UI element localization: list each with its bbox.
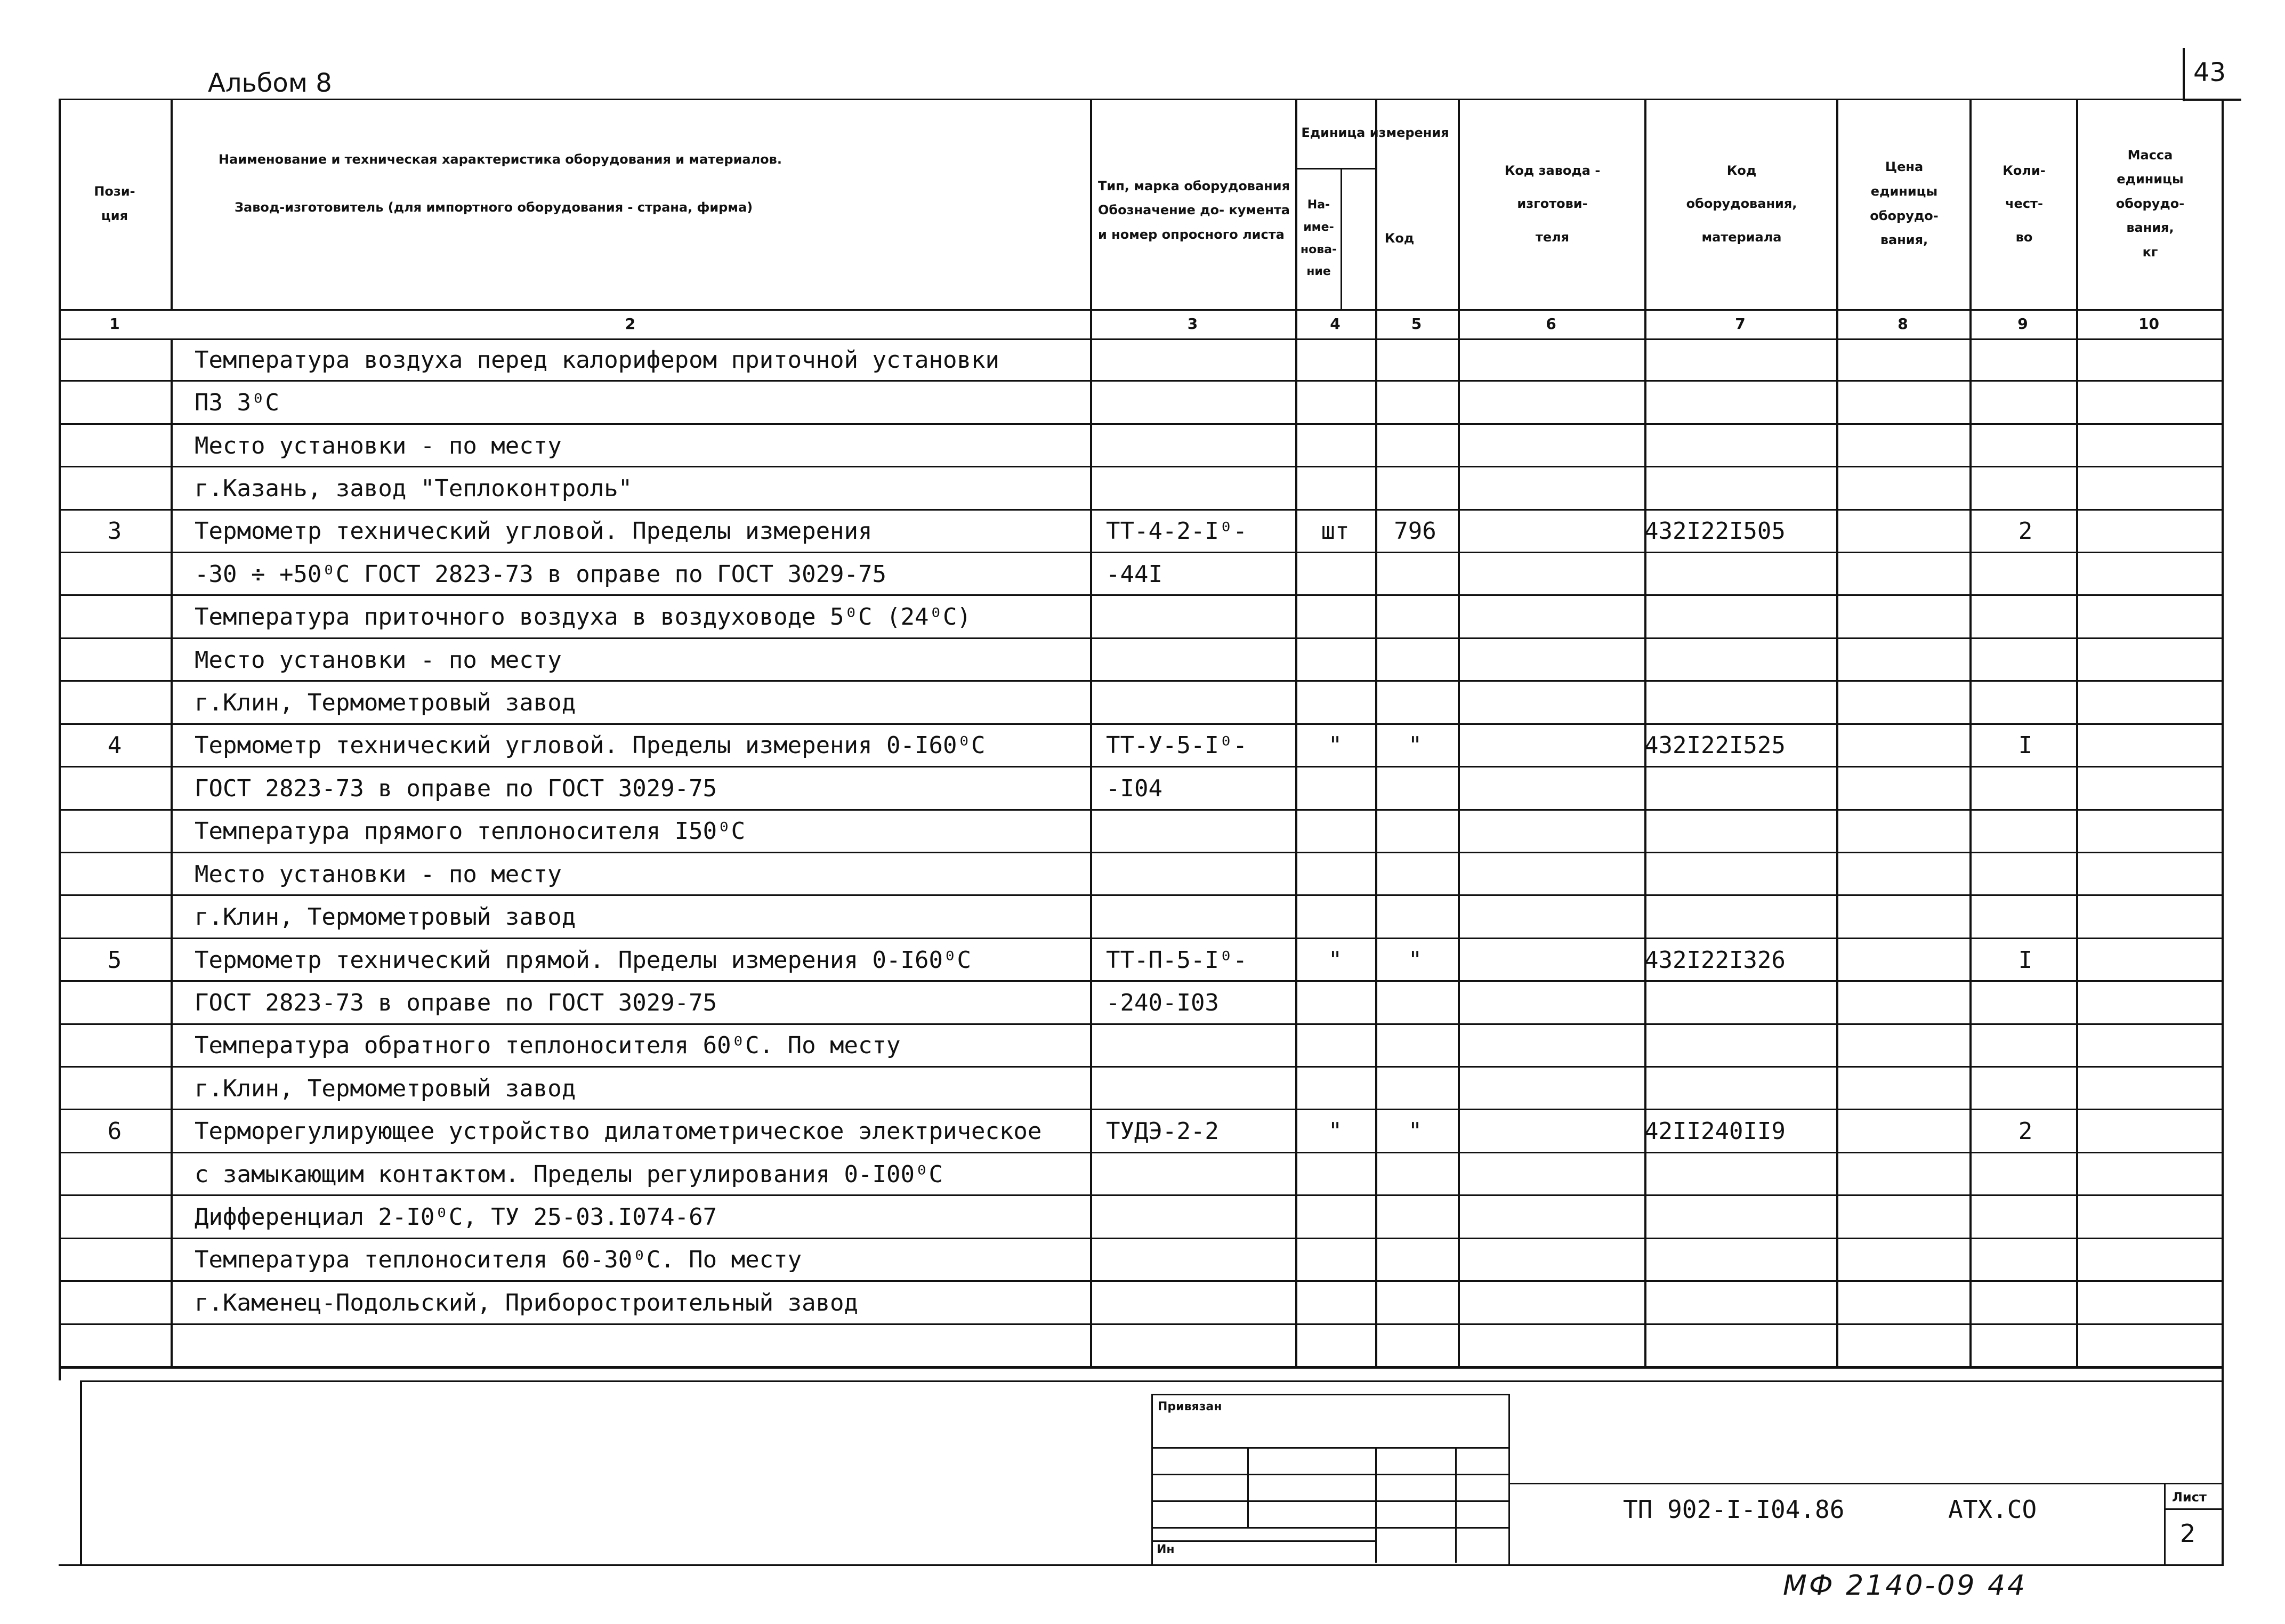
col-header-name-line1: Наименование и техническая характеристика оборудования и материалов. [219, 152, 782, 167]
cell-position: 4 [107, 732, 122, 760]
cell-unit-code [1375, 1067, 1455, 1110]
table-row [59, 467, 2223, 510]
cell-quantity [1972, 1024, 2079, 1067]
doc-code: АТХ.СО [1948, 1495, 2037, 1524]
cell-position [59, 381, 171, 424]
cell-unit-code [1375, 1153, 1455, 1195]
col-number: 5 [1411, 315, 1422, 333]
cell-equipment-code [1644, 467, 1836, 510]
col-number: 4 [1330, 315, 1341, 333]
col-header-quantity: Коли- чест- во [2003, 163, 2046, 245]
cell-type [1106, 639, 1293, 681]
stamp-line [1151, 1540, 1375, 1542]
cell-type [1106, 1239, 1293, 1281]
cell-unit-code [1375, 1024, 1455, 1067]
cell-quantity [1972, 1281, 2079, 1324]
cell-unit-code: " [1408, 946, 1423, 974]
cell-quantity [1972, 981, 2079, 1024]
stamp-bound-label: Привязан [1158, 1400, 1222, 1413]
cell-position [59, 853, 171, 895]
cell-unit [1295, 853, 1375, 895]
cell-unit [1295, 1239, 1375, 1281]
cell-unit [1295, 895, 1375, 938]
page-bottom-rule [59, 1564, 2223, 1566]
cell-position [59, 810, 171, 853]
cell-quantity [1972, 1324, 2079, 1367]
cell-type [1106, 810, 1293, 853]
cell-type: ТТ-У-5-I⁰- [1106, 732, 1247, 760]
table-row [59, 510, 2223, 553]
cell-position [59, 681, 171, 724]
cell-name: Температура воздуха перед калорифером приточной установки [195, 346, 999, 374]
cell-unit [1295, 467, 1375, 510]
table-row [59, 810, 2223, 853]
cell-name: ГОСТ 2823-73 в оправе по ГОСТ 3029-75 [195, 774, 717, 802]
cell-type [1106, 1324, 1293, 1367]
page-number-divider [2183, 48, 2185, 101]
cell-unit-code [1375, 1239, 1455, 1281]
cell-quantity [1972, 1195, 2079, 1238]
cell-quantity: I [2018, 946, 2033, 974]
col-number: 10 [2138, 315, 2159, 333]
cell-position: 3 [107, 518, 122, 545]
cell-position [59, 639, 171, 681]
cell-equipment-code: 432I22I505 [1644, 518, 1786, 545]
cell-type [1106, 853, 1293, 895]
cell-position [59, 553, 171, 595]
cell-type: -240-I03 [1106, 989, 1219, 1016]
specification-table [59, 99, 2223, 1380]
cell-position [59, 895, 171, 938]
cell-equipment-code [1644, 381, 1836, 424]
cell-name: г.Клин, Термометровый завод [195, 1074, 576, 1102]
cell-position [59, 981, 171, 1024]
col-header-unit-group: Единица измерения [1301, 125, 1449, 141]
cell-equipment-code [1644, 1067, 1836, 1110]
doc-number: ТП 902-I-I04.86 [1623, 1495, 1845, 1524]
stamp-divider [1375, 1447, 1377, 1563]
cell-name: Температура прямого теплоносителя I50⁰C [195, 818, 746, 845]
cell-unit-code [1375, 596, 1455, 639]
page-number: 43 [2193, 58, 2226, 87]
cell-unit [1295, 767, 1375, 810]
cell-unit-code [1375, 810, 1455, 853]
table-row [59, 681, 2223, 724]
col-number: 2 [625, 315, 636, 333]
cell-position [59, 338, 171, 381]
table-row [59, 724, 2223, 767]
cell-unit [1295, 1153, 1375, 1195]
cell-unit [1295, 424, 1375, 467]
col-header-name-line2: Завод-изготовитель (для импортного оборудования - страна, фирма) [235, 200, 753, 215]
cell-type: ТТ-4-2-I⁰- [1106, 518, 1247, 545]
cell-type [1106, 596, 1293, 639]
cell-unit [1295, 810, 1375, 853]
cell-unit-code [1375, 467, 1455, 510]
cell-equipment-code [1644, 1239, 1836, 1281]
table-row [59, 853, 2223, 895]
cell-quantity [1972, 810, 2079, 853]
cell-unit-code [1375, 424, 1455, 467]
cell-position [59, 1239, 171, 1281]
cell-position [59, 424, 171, 467]
cell-quantity [1972, 596, 2079, 639]
cell-name: г.Клин, Термометровый завод [195, 689, 576, 717]
table-row [59, 981, 2223, 1024]
cell-unit-code [1375, 895, 1455, 938]
cell-position [59, 1153, 171, 1195]
cell-unit [1295, 681, 1375, 724]
table-row [59, 1239, 2223, 1281]
cell-quantity: 2 [2018, 518, 2033, 545]
table-row [59, 424, 2223, 467]
cell-name: Место установки - по месту [195, 646, 562, 674]
col-line [171, 99, 173, 309]
col-number: 3 [1187, 315, 1198, 333]
sheet-box-edge [2164, 1483, 2166, 1564]
cell-unit [1295, 1067, 1375, 1110]
cell-unit [1295, 1024, 1375, 1067]
cell-type [1106, 1281, 1293, 1324]
cell-type [1106, 338, 1293, 381]
cell-type: -I04 [1106, 774, 1162, 802]
cell-equipment-code [1644, 981, 1836, 1024]
cell-type [1106, 381, 1293, 424]
cell-name: Температура теплоносителя 60-30⁰C. По месту [195, 1246, 802, 1274]
cell-name: г.Клин, Термометровый завод [195, 903, 576, 931]
cell-name: -30 ÷ +50⁰C ГОСТ 2823-73 в оправе по ГОСТ 3029-75 [195, 560, 887, 588]
cell-unit [1295, 553, 1375, 595]
cell-quantity [1972, 338, 2079, 381]
cell-type [1106, 1067, 1293, 1110]
cell-position: 5 [107, 946, 122, 974]
cell-unit [1295, 639, 1375, 681]
cell-type [1106, 1195, 1293, 1238]
cell-equipment-code: 42II240II9 [1644, 1118, 1786, 1145]
cell-unit-code [1375, 981, 1455, 1024]
cell-equipment-code [1644, 853, 1836, 895]
cell-quantity [1972, 681, 2079, 724]
col-header-unit-code: Код [1384, 230, 1415, 246]
table-row [59, 1281, 2223, 1324]
title-block-left-edge [1508, 1394, 1510, 1564]
cell-unit-code [1375, 853, 1455, 895]
cell-equipment-code [1644, 338, 1836, 381]
table-row [59, 1110, 2223, 1153]
cell-unit-code [1375, 1324, 1455, 1367]
cell-quantity [1972, 895, 2079, 938]
cell-name: г.Каменец-Подольский, Приборостроительный завод [195, 1289, 859, 1316]
cell-quantity [1972, 1067, 2079, 1110]
cell-equipment-code [1644, 1024, 1836, 1067]
cell-unit-code [1375, 767, 1455, 810]
cell-type: ТУДЭ-2-2 [1106, 1118, 1219, 1145]
cell-equipment-code [1644, 553, 1836, 595]
cell-quantity [1972, 1153, 2079, 1195]
col-header-equipment-code: Код оборудования, материала [1686, 163, 1797, 245]
cell-equipment-code [1644, 1324, 1836, 1367]
table-row [59, 939, 2223, 981]
cell-type [1106, 1024, 1293, 1067]
cell-unit-code [1375, 1195, 1455, 1238]
cell-equipment-code [1644, 639, 1836, 681]
col-header-factory-code: Код завода - изготови- теля [1504, 163, 1601, 245]
cell-name: Терморегулирующее устройство дилатометрическое электрическое [195, 1118, 1042, 1145]
cell-unit-code: " [1408, 732, 1423, 760]
col-number: 9 [2017, 315, 2028, 333]
cell-type [1106, 895, 1293, 938]
table-row [59, 381, 2223, 424]
cell-unit [1295, 596, 1375, 639]
table-row [59, 1153, 2223, 1195]
cell-type [1106, 424, 1293, 467]
cell-position [59, 1024, 171, 1067]
cell-position [59, 1324, 171, 1367]
cell-type: -44I [1106, 560, 1162, 588]
cell-name: Термометр технический угловой. Пределы измерения 0-I60⁰C [195, 732, 986, 760]
cell-name: с замыкающим контактом. Пределы регулирования 0-I00⁰C [195, 1160, 943, 1188]
title-block-rule [1508, 1483, 2223, 1484]
cell-name: П3 3⁰C [195, 389, 279, 417]
col-header-unit-name: На- име- нова- ние [1300, 198, 1337, 279]
cell-unit-code [1375, 1281, 1455, 1324]
cell-type [1106, 467, 1293, 510]
col-number: 6 [1546, 315, 1556, 333]
cell-quantity [1972, 853, 2079, 895]
table-row [59, 1324, 2223, 1367]
handwritten-archive-note: МФ 2140-09 44 [1783, 1570, 2028, 1602]
cell-position [59, 1195, 171, 1238]
cell-unit [1295, 1324, 1375, 1367]
cell-equipment-code [1644, 1153, 1836, 1195]
cell-type [1106, 681, 1293, 724]
cell-name: Место установки - по месту [195, 432, 562, 459]
cell-unit-code [1375, 553, 1455, 595]
cell-position [59, 467, 171, 510]
cell-name: ГОСТ 2823-73 в оправе по ГОСТ 3029-75 [195, 989, 717, 1016]
sheet-label: Лист [2172, 1490, 2207, 1505]
cell-unit-code: " [1408, 1118, 1423, 1145]
stamp-divider [1455, 1447, 1457, 1563]
cell-quantity [1972, 639, 2079, 681]
stamp-inv-label: Ин [1157, 1543, 1175, 1556]
cell-equipment-code [1644, 681, 1836, 724]
cell-equipment-code: 432I22I326 [1644, 946, 1786, 974]
approval-stamp [1151, 1394, 1508, 1564]
page-frame-rule [80, 1380, 2223, 1382]
cell-unit: " [1328, 946, 1343, 974]
cell-quantity [1972, 381, 2079, 424]
cell-quantity [1972, 1239, 2079, 1281]
cell-unit-code [1375, 338, 1455, 381]
unit-group-rule [1295, 168, 1376, 169]
cell-unit [1295, 981, 1375, 1024]
sheet-box-rule [2164, 1508, 2223, 1510]
cell-name: Термометр технический угловой. Пределы измерения [195, 518, 873, 545]
cell-unit: " [1328, 732, 1343, 760]
cell-equipment-code [1644, 596, 1836, 639]
cell-position [59, 1067, 171, 1110]
col-number: 1 [109, 315, 120, 333]
cell-quantity: 2 [2018, 1118, 2033, 1145]
cell-position [59, 1281, 171, 1324]
col-header-mass: Масса единицы оборудо- вания, кг [2116, 147, 2185, 260]
table-row [59, 895, 2223, 938]
cell-type [1106, 1153, 1293, 1195]
cell-unit-code [1375, 681, 1455, 724]
table-row [59, 1024, 2223, 1067]
cell-name: Температура обратного теплоносителя 60⁰C. По месту [195, 1032, 901, 1060]
cell-unit [1295, 1195, 1375, 1238]
table-row [59, 338, 2223, 381]
cell-equipment-code [1644, 810, 1836, 853]
cell-quantity [1972, 424, 2079, 467]
cell-equipment-code: 432I22I525 [1644, 732, 1786, 760]
col-number: 7 [1735, 315, 1746, 333]
cell-name: Термометр технический прямой. Пределы измерения 0-I60⁰C [195, 946, 971, 974]
table-row [59, 1195, 2223, 1238]
cell-equipment-code [1644, 767, 1836, 810]
table-row [59, 1067, 2223, 1110]
table-row [59, 767, 2223, 810]
album-label: Альбом 8 [208, 68, 332, 98]
cell-position: 6 [107, 1118, 122, 1145]
cell-name: Место установки - по месту [195, 860, 562, 888]
cell-unit-code [1375, 639, 1455, 681]
col-header-position: Пози- ция [94, 183, 135, 223]
stamp-divider [1247, 1447, 1249, 1527]
cell-unit [1295, 338, 1375, 381]
cell-name: Температура приточного воздуха в воздуховоде 5⁰C (24⁰C) [195, 603, 971, 631]
cell-name: Дифференциал 2-I0⁰C, ТУ 25-03.I074-67 [195, 1203, 717, 1231]
page-right-edge [2222, 1380, 2224, 1566]
cell-equipment-code [1644, 1195, 1836, 1238]
cell-unit-code: 796 [1394, 518, 1436, 545]
sheet-number: 2 [2180, 1519, 2196, 1548]
cell-name: г.Казань, завод "Теплоконтроль" [195, 474, 633, 502]
cell-position [59, 596, 171, 639]
cell-equipment-code [1644, 1281, 1836, 1324]
cell-unit-code [1375, 381, 1455, 424]
cell-position [59, 767, 171, 810]
cell-unit [1295, 381, 1375, 424]
table-row [59, 639, 2223, 681]
cell-name [195, 1324, 1143, 1367]
table-row [59, 596, 2223, 639]
cell-type: ТТ-П-5-I⁰- [1106, 946, 1247, 974]
col-header-price: Цена единицы оборудо- вания, [1870, 159, 1939, 248]
cell-quantity [1972, 767, 2079, 810]
cell-quantity [1972, 467, 2079, 510]
cell-quantity: I [2018, 732, 2033, 760]
cell-quantity [1972, 553, 2079, 595]
cell-equipment-code [1644, 424, 1836, 467]
col-header-type: Тип, марка оборудования Обозначение до- кумента и номер опросного листа [1098, 178, 1290, 242]
col-number: 8 [1898, 315, 1908, 333]
cell-unit [1295, 1281, 1375, 1324]
cell-unit: шт [1321, 518, 1350, 545]
table-row [59, 553, 2223, 595]
cell-equipment-code [1644, 895, 1836, 938]
cell-unit: " [1328, 1118, 1343, 1145]
page-left-edge [80, 1380, 82, 1566]
